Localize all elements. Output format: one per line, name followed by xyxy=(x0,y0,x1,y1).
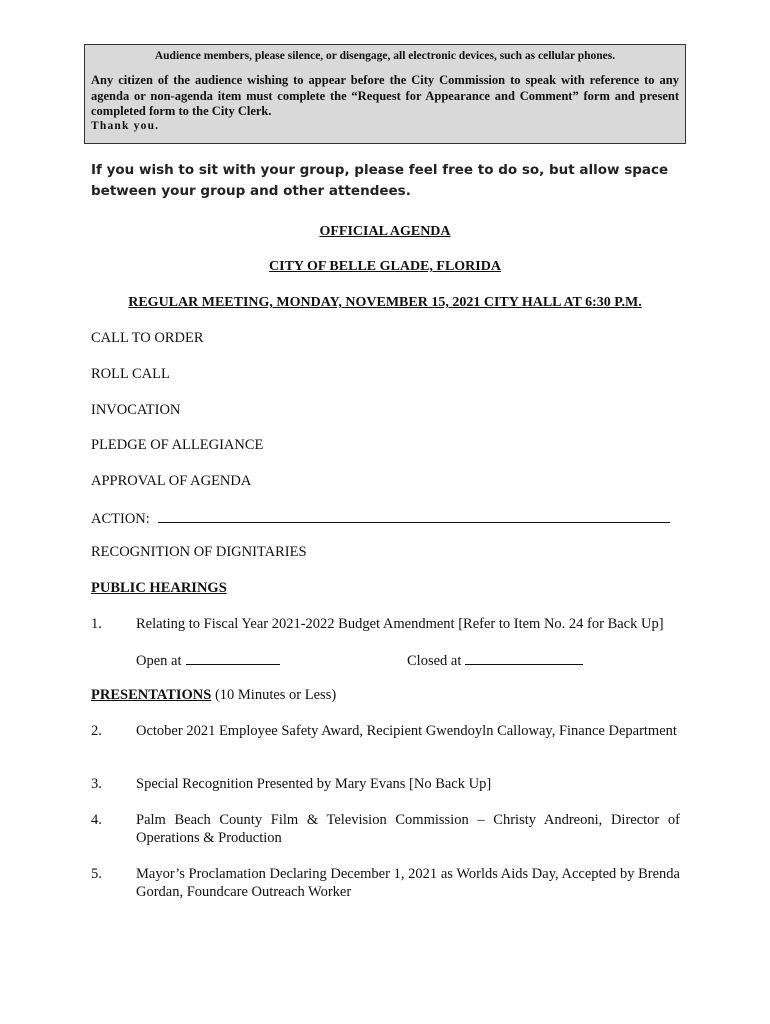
presentation-item-text: Palm Beach County Film & Television Commission – Christy Andreoni, Director of Operations & Production xyxy=(136,812,680,846)
open-at-label: Open at xyxy=(136,653,182,669)
item-number: 2. xyxy=(91,723,102,739)
open-at-row xyxy=(136,650,280,670)
action-label: ACTION: xyxy=(91,511,150,527)
item-number: 4. xyxy=(91,812,102,828)
seating-note: If you wish to sit with your group, please feel free to do so, but allow space between your group and other attendees. xyxy=(91,162,669,199)
item-number: 3. xyxy=(91,776,102,792)
electronic-devices-notice: Audience members, please silence, or disengage, all electronic devices, such as cellular phones. xyxy=(154,50,616,62)
public-hearings-title: PUBLIC HEARINGS xyxy=(91,580,227,596)
item-number: 1. xyxy=(91,616,102,632)
call-to-order: CALL TO ORDER xyxy=(91,330,204,346)
closed-at-label: Closed at xyxy=(407,653,462,669)
public-hearing-item-text: Relating to Fiscal Year 2021-2022 Budget Amendment [Refer to Item No. 24 for Back Up] xyxy=(136,616,664,632)
approval-of-agenda: APPROVAL OF AGENDA xyxy=(91,473,252,489)
action-row xyxy=(91,508,670,528)
city-heading: CITY OF BELLE GLADE, FLORIDA xyxy=(269,259,501,274)
roll-call: ROLL CALL xyxy=(91,366,170,382)
recognition-of-dignitaries: RECOGNITION OF DIGNITARIES xyxy=(91,544,307,560)
presentations-row xyxy=(91,686,336,704)
presentation-item-text: Special Recognition Presented by Mary Evans [No Back Up] xyxy=(136,776,492,792)
item-number: 5. xyxy=(91,866,102,882)
presentations-title: PRESENTATIONS xyxy=(91,687,212,703)
action-blank-line xyxy=(158,508,670,523)
closed-at-row xyxy=(407,650,583,670)
official-agenda-heading: OFFICIAL AGENDA xyxy=(319,224,451,239)
appearance-request-notice: Any citizen of the audience wishing to appear before the City Commission to speak with reference to any agenda or non-agenda item must complete the “Request for Appearance and Comment” form and present completed form to the City Clerk. xyxy=(91,73,679,118)
presentation-item-text: October 2021 Employee Safety Award, Recipient Gwendoyln Calloway, Finance Department xyxy=(136,723,677,739)
invocation: INVOCATION xyxy=(91,402,181,418)
notice-box xyxy=(84,44,686,144)
presentations-subtitle: (10 Minutes or Less) xyxy=(214,687,337,703)
notice-thanks: Thank you. xyxy=(91,119,160,132)
meeting-heading: REGULAR MEETING, MONDAY, NOVEMBER 15, 2021 CITY HALL AT 6:30 P.M. xyxy=(128,295,642,310)
closed-at-blank xyxy=(465,650,583,665)
presentation-item-text: Mayor’s Proclamation Declaring December 1, 2021 as Worlds Aids Day, Accepted by Brenda Gordan, Foundcare Outreach Worker xyxy=(136,866,680,900)
open-at-blank xyxy=(186,650,280,665)
pledge-of-allegiance: PLEDGE OF ALLEGIANCE xyxy=(91,437,264,453)
